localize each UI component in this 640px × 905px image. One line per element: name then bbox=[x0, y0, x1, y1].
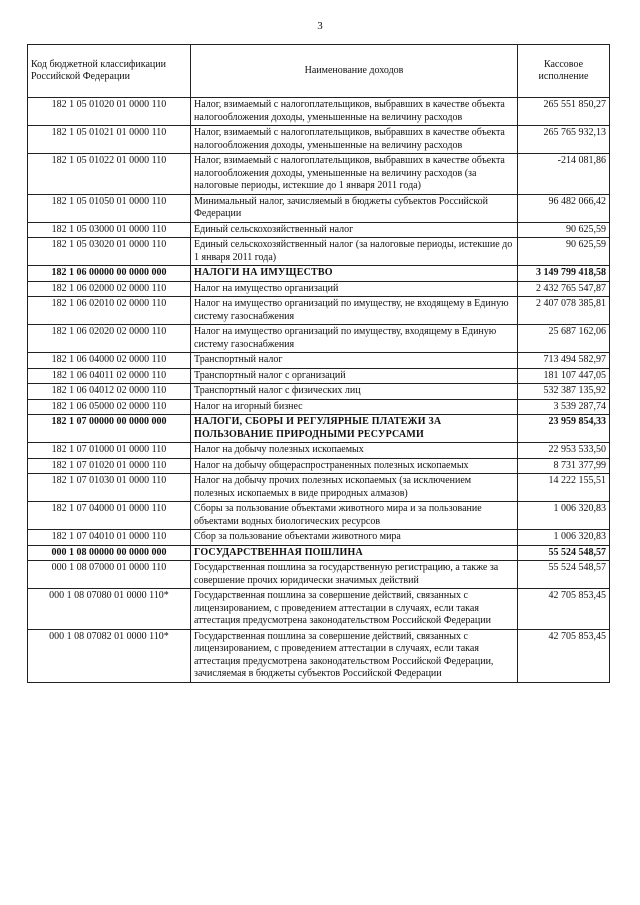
row-name: Налог, взимаемый с налогоплательщиков, выбравших в качестве объекта налогообложения доходы, уменьшенные на величину расходов bbox=[191, 98, 518, 126]
row-amount: 532 387 135,92 bbox=[518, 384, 610, 400]
row-code: 182 1 06 02020 02 0000 110 bbox=[28, 325, 191, 353]
row-name: Налог на имущество организаций по имуществу, не входящему в Единую систему газоснабжения bbox=[191, 297, 518, 325]
table-row bbox=[28, 589, 610, 630]
row-name: НАЛОГИ НА ИМУЩЕСТВО bbox=[191, 266, 518, 282]
row-amount: 3 149 799 418,58 bbox=[518, 266, 610, 282]
row-code: 182 1 05 01050 01 0000 110 bbox=[28, 194, 191, 222]
table-row bbox=[28, 368, 610, 384]
row-code: 182 1 07 01030 01 0000 110 bbox=[28, 474, 191, 502]
row-code: 182 1 06 00000 00 0000 000 bbox=[28, 266, 191, 282]
table-row bbox=[28, 474, 610, 502]
row-amount: 8 731 377,99 bbox=[518, 458, 610, 474]
row-amount: 55 524 548,57 bbox=[518, 545, 610, 561]
row-name: НАЛОГИ, СБОРЫ И РЕГУЛЯРНЫЕ ПЛАТЕЖИ ЗА ПОЛЬЗОВАНИЕ ПРИРОДНЫМИ РЕСУРСАМИ bbox=[191, 415, 518, 443]
table-row bbox=[28, 154, 610, 195]
row-code: 182 1 07 04000 01 0000 110 bbox=[28, 502, 191, 530]
table-row bbox=[28, 266, 610, 282]
table-body bbox=[28, 98, 610, 683]
row-name: Государственная пошлина за совершение действий, связанных с лицензированием, с проведением аттестации в случаях, если такая аттестация предусмотрена законодательством Российской Федерации, зачисляемая в бюджеты субъектов Российской Федерации bbox=[191, 629, 518, 682]
row-name: Налог на добычу общераспространенных полезных ископаемых bbox=[191, 458, 518, 474]
row-name: Налог на имущество организаций по имуществу, входящему в Единую систему газоснабжения bbox=[191, 325, 518, 353]
row-amount: 1 006 320,83 bbox=[518, 502, 610, 530]
row-code: 000 1 08 00000 00 0000 000 bbox=[28, 545, 191, 561]
table-row bbox=[28, 502, 610, 530]
row-code: 182 1 06 02000 02 0000 110 bbox=[28, 281, 191, 297]
row-amount: 42 705 853,45 bbox=[518, 589, 610, 630]
table-row bbox=[28, 297, 610, 325]
table-row bbox=[28, 353, 610, 369]
row-amount: 713 494 582,97 bbox=[518, 353, 610, 369]
row-name: Транспортный налог с физических лиц bbox=[191, 384, 518, 400]
row-amount: 55 524 548,57 bbox=[518, 561, 610, 589]
header-name: Наименование доходов bbox=[191, 45, 518, 98]
row-name: Налог на имущество организаций bbox=[191, 281, 518, 297]
table-row bbox=[28, 98, 610, 126]
table-row bbox=[28, 325, 610, 353]
row-amount: 23 959 854,33 bbox=[518, 415, 610, 443]
table-row bbox=[28, 399, 610, 415]
row-name: Налог на добычу полезных ископаемых bbox=[191, 443, 518, 459]
row-amount: 3 539 287,74 bbox=[518, 399, 610, 415]
row-amount: -214 081,86 bbox=[518, 154, 610, 195]
row-name: Государственная пошлина за государственную регистрацию, а также за совершение прочих юридически значимых действий bbox=[191, 561, 518, 589]
row-code: 182 1 05 01020 01 0000 110 bbox=[28, 98, 191, 126]
table-row bbox=[28, 281, 610, 297]
row-amount: 2 432 765 547,87 bbox=[518, 281, 610, 297]
table-row bbox=[28, 415, 610, 443]
table-row bbox=[28, 629, 610, 682]
row-code: 182 1 06 02010 02 0000 110 bbox=[28, 297, 191, 325]
row-name: Налог, взимаемый с налогоплательщиков, выбравших в качестве объекта налогообложения доходы, уменьшенные на величину расходов (за налоговые периоды, истекшие до 1 января 2011 года) bbox=[191, 154, 518, 195]
row-code: 182 1 06 04012 02 0000 110 bbox=[28, 384, 191, 400]
page-number: 3 bbox=[317, 20, 323, 32]
row-code: 000 1 08 07080 01 0000 110* bbox=[28, 589, 191, 630]
row-code: 182 1 07 00000 00 0000 000 bbox=[28, 415, 191, 443]
header-amount: Кассовое исполнение bbox=[518, 45, 610, 98]
row-name: Транспортный налог с организаций bbox=[191, 368, 518, 384]
row-name: Налог, взимаемый с налогоплательщиков, выбравших в качестве объекта налогообложения доходы, уменьшенные на величину расходов bbox=[191, 126, 518, 154]
header-code: Код бюджетной классификации Российской Федерации bbox=[28, 45, 191, 98]
row-code: 182 1 06 04000 02 0000 110 bbox=[28, 353, 191, 369]
table-row bbox=[28, 530, 610, 546]
row-amount: 25 687 162,06 bbox=[518, 325, 610, 353]
table-row bbox=[28, 545, 610, 561]
row-amount: 2 407 078 385,81 bbox=[518, 297, 610, 325]
row-name: Сборы за пользование объектами животного мира и за пользование объектами водных биологических ресурсов bbox=[191, 502, 518, 530]
row-code: 182 1 07 04010 01 0000 110 bbox=[28, 530, 191, 546]
row-amount: 90 625,59 bbox=[518, 238, 610, 266]
table-header-row bbox=[28, 45, 610, 98]
row-code: 182 1 06 05000 02 0000 110 bbox=[28, 399, 191, 415]
row-amount: 265 551 850,27 bbox=[518, 98, 610, 126]
row-amount: 265 765 932,13 bbox=[518, 126, 610, 154]
row-code: 182 1 06 04011 02 0000 110 bbox=[28, 368, 191, 384]
row-amount: 181 107 447,05 bbox=[518, 368, 610, 384]
table-row bbox=[28, 222, 610, 238]
row-amount: 42 705 853,45 bbox=[518, 629, 610, 682]
row-code: 182 1 05 01021 01 0000 110 bbox=[28, 126, 191, 154]
table-row bbox=[28, 458, 610, 474]
table-row bbox=[28, 384, 610, 400]
row-amount: 90 625,59 bbox=[518, 222, 610, 238]
table-row bbox=[28, 194, 610, 222]
row-code: 182 1 07 01000 01 0000 110 bbox=[28, 443, 191, 459]
row-name: ГОСУДАРСТВЕННАЯ ПОШЛИНА bbox=[191, 545, 518, 561]
row-code: 182 1 05 01022 01 0000 110 bbox=[28, 154, 191, 195]
row-name: Государственная пошлина за совершение действий, связанных с лицензированием, с проведением аттестации в случаях, если такая аттестация предусмотрена законодательством Российской Федерации bbox=[191, 589, 518, 630]
row-code: 182 1 05 03020 01 0000 110 bbox=[28, 238, 191, 266]
revenue-table bbox=[27, 44, 610, 683]
row-name: Налог на добычу прочих полезных ископаемых (за исключением полезных ископаемых в виде природных алмазов) bbox=[191, 474, 518, 502]
row-code: 182 1 05 03000 01 0000 110 bbox=[28, 222, 191, 238]
row-name: Налог на игорный бизнес bbox=[191, 399, 518, 415]
row-code: 000 1 08 07082 01 0000 110* bbox=[28, 629, 191, 682]
row-amount: 14 222 155,51 bbox=[518, 474, 610, 502]
row-amount: 22 953 533,50 bbox=[518, 443, 610, 459]
row-name: Сбор за пользование объектами животного мира bbox=[191, 530, 518, 546]
row-code: 182 1 07 01020 01 0000 110 bbox=[28, 458, 191, 474]
row-amount: 96 482 066,42 bbox=[518, 194, 610, 222]
table-row bbox=[28, 126, 610, 154]
row-name: Транспортный налог bbox=[191, 353, 518, 369]
table-row bbox=[28, 561, 610, 589]
row-code: 000 1 08 07000 01 0000 110 bbox=[28, 561, 191, 589]
table-row bbox=[28, 443, 610, 459]
row-name: Минимальный налог, зачисляемый в бюджеты субъектов Российской Федерации bbox=[191, 194, 518, 222]
row-name: Единый сельскохозяйственный налог (за налоговые периоды, истекшие до 1 января 2011 года) bbox=[191, 238, 518, 266]
row-amount: 1 006 320,83 bbox=[518, 530, 610, 546]
table-row bbox=[28, 238, 610, 266]
row-name: Единый сельскохозяйственный налог bbox=[191, 222, 518, 238]
